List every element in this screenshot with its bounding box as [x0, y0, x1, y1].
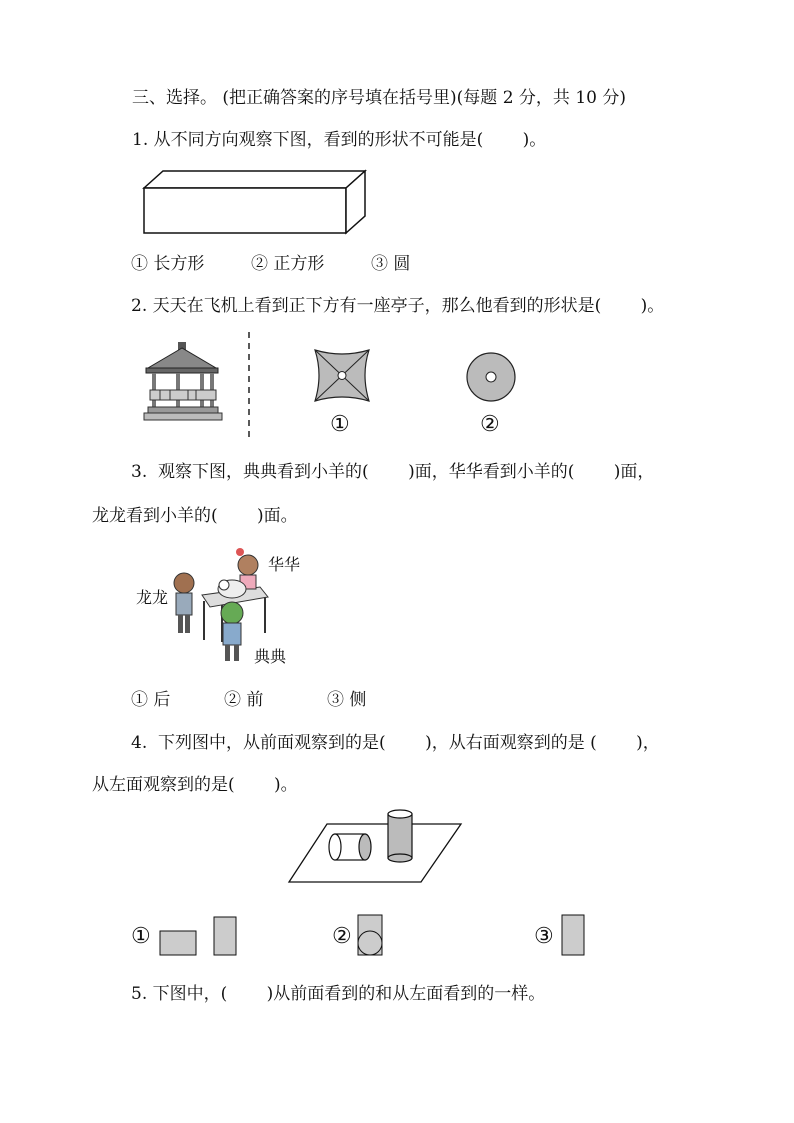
q4-choice-3-shape [560, 913, 588, 957]
q1-option-3[interactable]: ③ 圆 [371, 254, 411, 274]
q1-option-1[interactable]: ① 长方形 [131, 254, 205, 274]
dashed-divider [247, 332, 251, 440]
q3-option-2[interactable]: ② 前 [224, 690, 264, 710]
question-5-stem: 5. 下图中，( )从前面看到的和从左面看到的一样。 [131, 984, 546, 1004]
pavilion-figure [140, 340, 225, 430]
question-2-stem: 2. 天天在飞机上看到正下方有一座亭子，那么他看到的形状是( )。 [131, 296, 665, 316]
label-diandian: 典典 [254, 647, 287, 666]
label-longlong: 龙龙 [136, 588, 169, 607]
section-title: 三、选择。 (把正确答案的序号填在括号里)(每题 2 分，共 10 分) [132, 88, 626, 108]
q2-choice-2-ring-view [465, 351, 517, 403]
question-4-stem-line2: 从左面观察到的是( )。 [92, 775, 298, 795]
label-huahua: 华华 [268, 555, 301, 574]
q4-choice-2-shapes [356, 913, 386, 957]
q4-choice-label-2[interactable]: ② [332, 924, 352, 949]
q4-choice-label-1[interactable]: ① [131, 924, 151, 949]
question-3-stem-line1: 3. 观察下图，典典看到小羊的( )面，华华看到小羊的( )面， [131, 462, 655, 482]
q2-choice-label-1[interactable]: ① [330, 412, 350, 437]
question-1-stem: 1. 从不同方向观察下图，看到的形状不可能是( )。 [132, 130, 547, 150]
cylinders-on-plane-figure [287, 808, 463, 884]
q2-choice-label-2[interactable]: ② [480, 412, 500, 437]
question-4-stem-line1: 4. 下列图中，从前面观察到的是( )，从右面观察到的是 ( )， [131, 733, 660, 753]
q1-option-2[interactable]: ② 正方形 [251, 254, 325, 274]
q3-option-1[interactable]: ① 后 [131, 690, 171, 710]
cuboid-figure [143, 170, 368, 235]
q4-choice-label-3[interactable]: ③ [534, 924, 554, 949]
q4-choice-1-shapes [158, 915, 240, 957]
question-3-stem-line2: 龙龙看到小羊的( )面。 [92, 506, 298, 526]
q2-choice-1-roof-view [313, 348, 371, 403]
q3-option-3[interactable]: ③ 侧 [327, 690, 367, 710]
